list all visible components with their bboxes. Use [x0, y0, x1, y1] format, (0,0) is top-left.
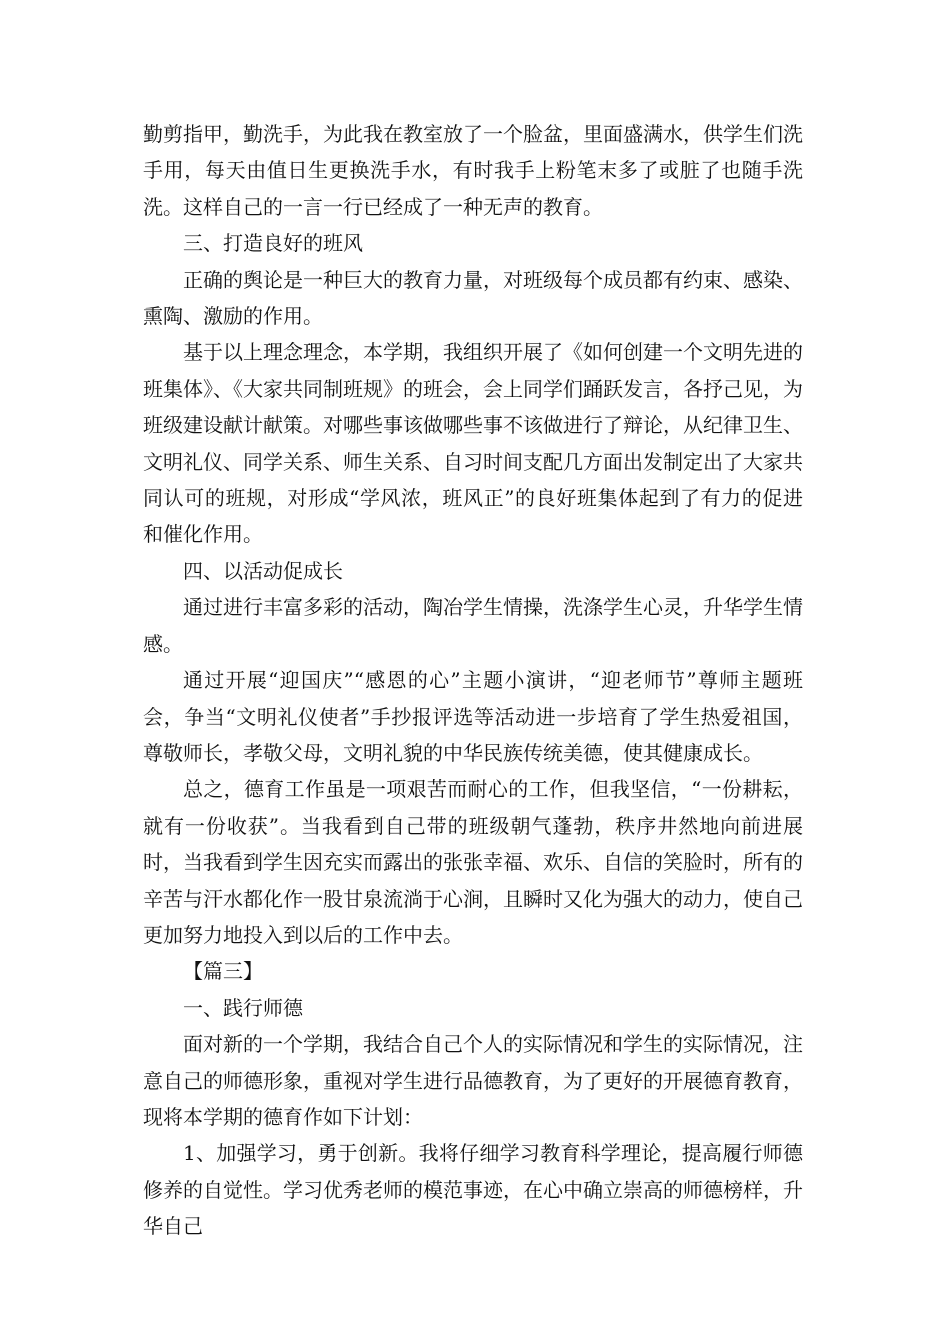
paragraph-hygiene-habits: 勤剪指甲，勤洗手，为此我在教室放了一个脸盆，里面盛满水，供学生们洗手用，每天由值日生更换洗手水，有时我手上粉笔末多了或脏了也随手洗洗。这样自己的一言一行已经成了一种无声的教育。 [143, 122, 803, 219]
paragraph-class-meetings: 基于以上理念理念，本学期，我组织开展了《如何创建一个文明先进的班集体》、《大家共同制班规》的班会，会上同学们踊跃发言，各抒己见，为班级建设献计献策。对哪些事该做哪些事不该做进行了辩论，从纪律卫生、文明礼仪、同学关系、师生关系、自习时间支配几方面出发制定出了大家共同认可的班规，对形成“学风浓，班风正”的良好班集体起到了有力的促进和催化作用。 [143, 340, 803, 547]
paragraph-conclusion: 总之，德育工作虽是一项艰苦而耐心的工作，但我坚信，“一份耕耘，就有一份收获”。当我看到自己带的班级朝气蓬勃，秩序井然地向前进展时，当我看到学生因充实而露出的张张幸福、欢乐、自信的笑脸时，所有的辛苦与汗水都化作一股甘泉流淌于心涧，且瞬时又化为强大的动力，使自己更加努力地投入到以后的工作中去。 [143, 777, 803, 947]
document-body [143, 116, 803, 1245]
paragraph-activities-purpose: 通过进行丰富多彩的活动，陶冶学生情操，洗涤学生心灵，升华学生情感。 [143, 595, 803, 656]
paragraph-study-innovate: 1、加强学习，勇于创新。我将仔细学习教育科学理论，提高履行师德修养的自觉性。学习优秀老师的模范事迹，在心中确立崇高的师德榜样，升华自己 [143, 1141, 803, 1239]
paragraph-activities-examples: 通过开展“迎国庆”“感恩的心”主题小演讲，“迎老师节”尊师主题班会，争当“文明礼仪使者”手抄报评选等活动进一步培育了学生热爱祖国，尊敬师长，孝敬父母，文明礼貌的中华民族传统美德，使其健康成长。 [143, 668, 803, 765]
heading-class-atmosphere: 三、打造良好的班风 [183, 231, 363, 256]
heading-activities-growth: 四、以活动促成长 [183, 558, 343, 583]
section-marker-part-three: 【篇三】 [183, 959, 263, 984]
heading-practice-ethics: 一、践行师德 [183, 995, 303, 1020]
paragraph-public-opinion: 正确的舆论是一种巨大的教育力量，对班级每个成员都有约束、感染、熏陶、激励的作用。 [143, 267, 803, 329]
paragraph-semester-plan: 面对新的一个学期，我结合自己个人的实际情况和学生的实际情况，注意自己的师德形象，重视对学生进行品德教育，为了更好的开展德育教育，现将本学期的德育作如下计划： [143, 1032, 803, 1129]
